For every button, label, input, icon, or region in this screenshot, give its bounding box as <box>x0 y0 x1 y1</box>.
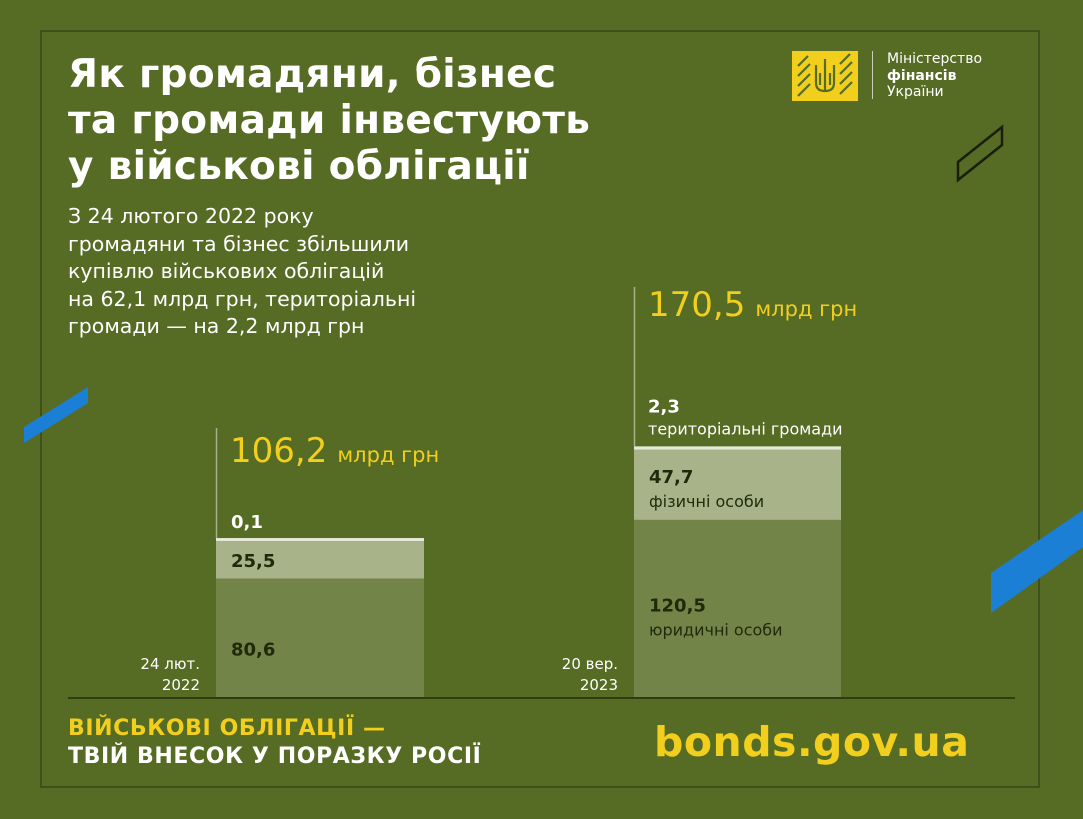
category-label-1-line-2: 2022 <box>161 676 200 694</box>
total-label-2 <box>648 285 857 325</box>
bar-segment-legal-1 <box>216 579 424 697</box>
title-line-2: та громади інвестують <box>68 98 591 143</box>
segment-name-individuals: фізичні особи <box>649 491 765 511</box>
segment-value-communities-2: 2,3 <box>648 396 680 418</box>
category-label-2-line-2: 2023 <box>579 676 618 694</box>
segment-name-legal: юридичні особи <box>649 620 783 640</box>
total-unit-2: млрд грн <box>755 297 858 321</box>
total-label-1 <box>230 431 439 471</box>
segment-value-communities-1: 0,1 <box>231 512 263 534</box>
subtitle-line-2: громадяни та бізнес збільшили <box>68 231 410 256</box>
slogan-line-2: ТВІЙ ВНЕСОК У ПОРАЗКУ РОСІЇ <box>68 744 482 769</box>
ministry-line-1: Міністерство <box>887 51 983 67</box>
segment-value-individuals-2: 47,7 <box>649 466 694 488</box>
segment-value-legal-2: 120,5 <box>649 595 706 617</box>
slogan-line-1: ВІЙСЬКОВІ ОБЛІГАЦІЇ — <box>68 716 386 741</box>
bar-segment-communities-2 <box>634 446 841 449</box>
segment-value-individuals-1: 25,5 <box>231 550 276 572</box>
title-line-1: Як громадяни, бізнес <box>68 52 557 97</box>
total-value-2: 170,5 <box>648 285 746 325</box>
total-unit-1: млрд грн <box>337 443 440 467</box>
slogan <box>68 715 481 771</box>
subtitle-line-5: громади — на 2,2 млрд грн <box>68 314 365 338</box>
category-label-2-line-1: 20 вер. <box>561 655 618 673</box>
segment-name-communities: територіальні громади <box>648 419 843 439</box>
website-link[interactable]: bonds.gov.ua <box>654 718 970 766</box>
segment-value-legal-1: 80,6 <box>231 639 276 661</box>
bar-segment-communities-1 <box>216 538 424 541</box>
subtitle-line-1: З 24 лютого 2022 року <box>68 204 314 228</box>
ministry-line-2: фінансів <box>887 67 957 84</box>
category-label-1-line-1: 24 лют. <box>140 655 200 673</box>
subtitle-line-3: купівлю військових облігацій <box>68 259 385 283</box>
ministry-line-3: України <box>887 84 944 100</box>
total-value-1: 106,2 <box>230 431 328 471</box>
title-line-3: у військові облігації <box>68 144 530 189</box>
subtitle-line-4: на 62,1 млрд грн, територіальні <box>68 286 417 311</box>
